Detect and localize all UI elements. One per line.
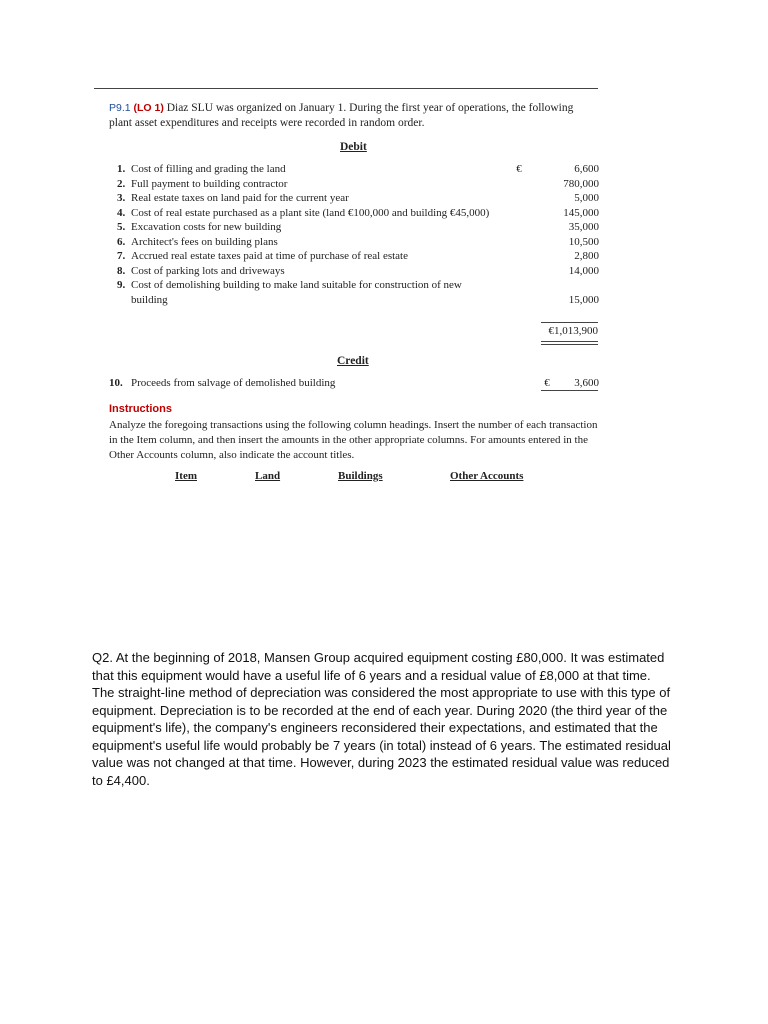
item-description: Accrued real estate taxes paid at time of purchase of real estate (131, 250, 408, 262)
item-amount: 14,000 (568, 264, 599, 277)
item-number: 1. (117, 163, 126, 175)
debit-title: Debit (340, 141, 367, 153)
item-description: Architect's fees on building plans (131, 235, 278, 248)
column-heading-other-accounts: Other Accounts (450, 470, 524, 482)
list-item (109, 177, 599, 192)
item-amount: € 3,600 (544, 377, 599, 389)
instructions-title: Instructions (109, 403, 172, 415)
currency-symbol: € (516, 163, 522, 175)
item-description: Proceeds from salvage of demolished building (131, 377, 336, 389)
item-number: 3. (117, 192, 126, 204)
problem-intro (109, 101, 599, 131)
problem-text: Diaz SLU was organized on January 1. During the first year of operations, the following plant asset expenditures and receipts were recorded in random order. (109, 102, 574, 129)
credit-list (109, 376, 599, 391)
total-double-rule (541, 341, 598, 345)
item-number: 7. (117, 250, 126, 262)
item-description: Cost of real estate purchased as a plant site (land €100,000 and building €45,000) (131, 206, 490, 219)
item-amount: 10,500 (568, 235, 599, 248)
list-item (109, 206, 599, 221)
item-number: 2. (117, 177, 126, 190)
list-item (109, 278, 599, 307)
debit-list (109, 162, 599, 307)
instructions-text: Analyze the foregoing transactions using the following column headings. Insert the number of each transaction in the Item column, and then insert the amounts in the other appropriate columns. For amounts entered in the Other Accounts column, also indicate the account titles. (109, 419, 598, 461)
currency-symbol: € (544, 377, 550, 389)
item-amount: 145,000 (563, 206, 599, 219)
item-description: Excavation costs for new building (131, 221, 282, 233)
list-item (109, 376, 599, 391)
top-divider (94, 88, 598, 89)
item-number: 8. (117, 264, 126, 277)
item-amount: € 6,600 (516, 163, 599, 175)
column-heading-item: Item (175, 470, 197, 482)
question-2: Q2. At the beginning of 2018, Mansen Group acquired equipment costing £80,000. It was estimated that this equipment would have a useful life of 6 years and a residual value of £8,000 at that time. The straight-line method of depreciation was considered the most appropriate to use with this type of equipment. Depreciation is to be recorded at the end of each year. During 2020 (the third year of the equipment's life), the company's engineers reconsidered their expectations, and estimated that the equipment's useful life would probably be 7 years (in total) instead of 6 years. The estimated residual value was not changed at that time. However, during 2023 the estimated residual value was reduced to £4,400. (92, 650, 671, 788)
item-number: 5. (117, 221, 126, 233)
item-description: Real estate taxes on land paid for the current year (131, 192, 349, 204)
list-item (109, 264, 599, 279)
column-heading-buildings: Buildings (338, 470, 383, 482)
item-amount: 780,000 (563, 177, 599, 190)
credit-title: Credit (337, 355, 369, 367)
item-amount: 35,000 (568, 221, 599, 233)
item-number: 10. (109, 377, 123, 389)
column-heading-land: Land (255, 470, 281, 482)
subtotal-rule (541, 322, 598, 323)
problem-heading (109, 101, 599, 131)
item-number: 4. (117, 206, 126, 219)
item-amount: 2,800 (574, 250, 599, 262)
item-amount: 15,000 (568, 293, 599, 306)
list-item (109, 191, 599, 206)
item-description: Cost of filling and grading the land (131, 163, 286, 175)
learning-objective: (LO 1) (133, 102, 164, 114)
item-number: 9. (117, 279, 126, 291)
item-description: Cost of demolishing building to make land suitable for construction of new building (131, 279, 462, 306)
item-description: Cost of parking lots and driveways (131, 264, 285, 277)
item-amount: 5,000 (574, 192, 599, 204)
debit-total: €1,013,900 (548, 325, 598, 337)
list-item (109, 162, 599, 177)
list-item (109, 235, 599, 250)
list-item (109, 249, 599, 264)
problem-number: P9.1 (109, 102, 131, 114)
item-number: 6. (117, 235, 126, 248)
credit-rule (541, 390, 598, 391)
list-item (109, 220, 599, 235)
item-description: Full payment to building contractor (131, 177, 288, 190)
